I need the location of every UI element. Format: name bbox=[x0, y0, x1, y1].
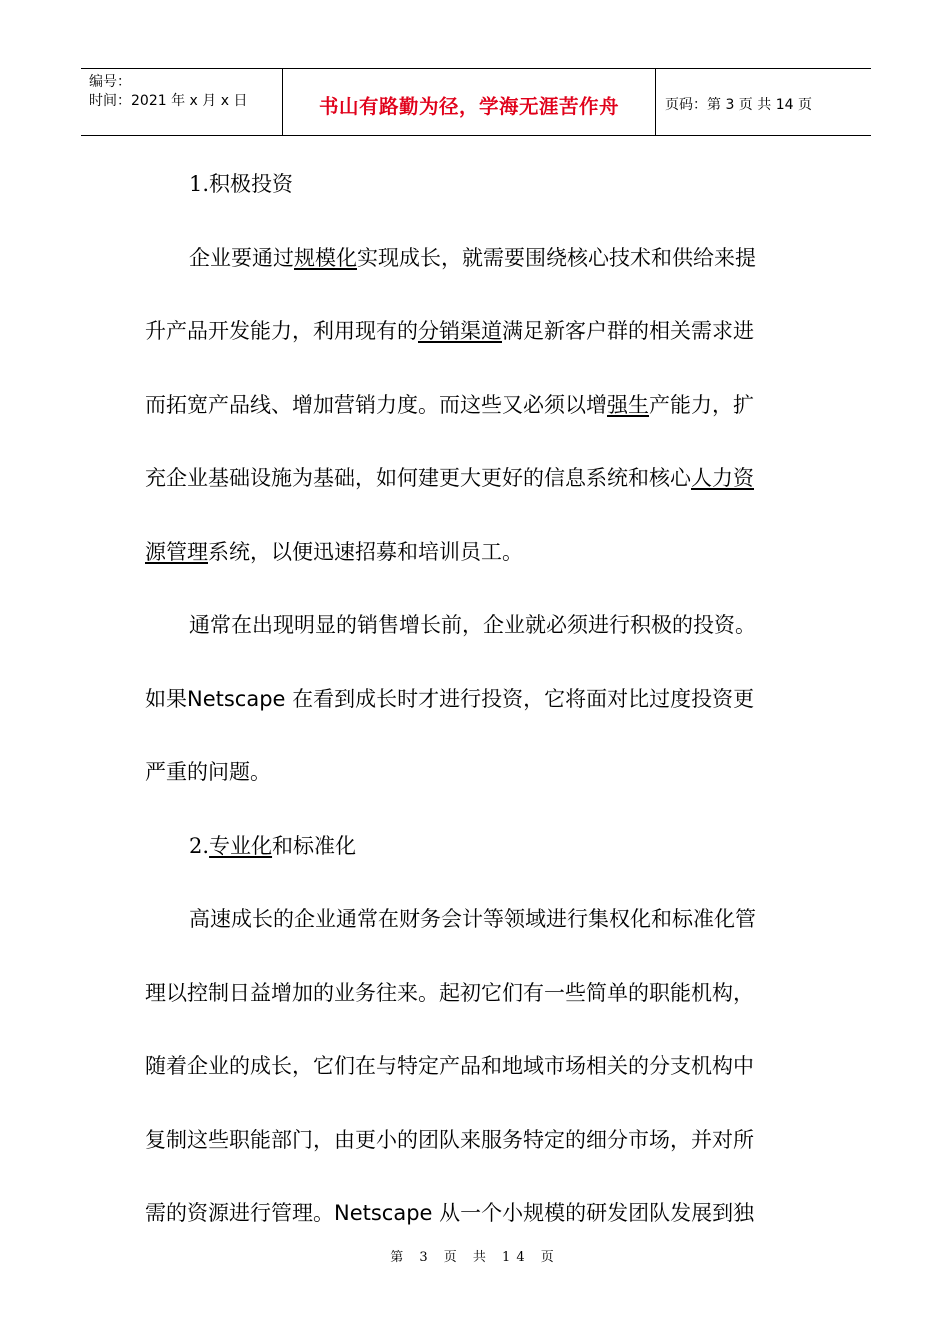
section-heading: 2.专业化和标准化 bbox=[189, 833, 357, 858]
document-body bbox=[145, 160, 795, 1263]
paragraph-line: 理以控制日益增加的业务往来。起初它们有一些简单的职能机构， bbox=[145, 980, 754, 1005]
paragraph-line: 源管理系统，以便迅速招募和培训员工。 bbox=[145, 539, 523, 564]
header-divider bbox=[655, 69, 656, 135]
paragraph-line: 随着企业的成长，它们在与特定产品和地域市场相关的分支机构中 bbox=[145, 1054, 754, 1078]
paragraph-line: 而拓宽产品线、增加营销力度。而这些又必须以增强生产能力，扩 bbox=[145, 392, 754, 417]
paragraph-line: 通常在出现明显的销售增长前，企业就必须进行积极的投资。 bbox=[189, 613, 756, 637]
header-motto: 书山有路勤为径，学海无涯苦作舟 bbox=[318, 95, 619, 118]
hyperlink[interactable]: 规模化 bbox=[294, 245, 357, 270]
paragraph-line: 升产品开发能力，利用现有的分销渠道满足新客户群的相关需求进 bbox=[145, 319, 754, 343]
paragraph-line: 需的资源进行管理。Netscape 从一个小规模的研发团队发展到独 bbox=[145, 1201, 755, 1225]
hyperlink[interactable]: 人力资 bbox=[691, 466, 754, 490]
header-page-number: 页码：第 3 页 共 14 页 bbox=[665, 97, 812, 113]
paragraph-line: 复制这些职能部门，由更小的团队来服务特定的细分市场，并对所 bbox=[145, 1127, 754, 1152]
header-meta bbox=[89, 73, 247, 111]
page-footer bbox=[0, 1246, 950, 1265]
footer-page-number: 第 3 页 共 14 页 bbox=[390, 1250, 560, 1265]
hyperlink[interactable]: 分销渠道 bbox=[418, 319, 502, 343]
paragraph-line: 企业要通过规模化实现成长，就需要围绕核心技术和供给来提 bbox=[189, 245, 756, 270]
paragraph-line: 充企业基础设施为基础，如何建更大更好的信息系统和核心人力资 bbox=[145, 466, 754, 490]
paragraph-line: 高速成长的企业通常在财务会计等领域进行集权化和标准化管 bbox=[189, 907, 756, 931]
hyperlink[interactable]: 强生 bbox=[607, 392, 649, 417]
paragraph-line: 如果Netscape 在看到成长时才进行投资，它将面对比过度投资更 bbox=[145, 686, 755, 711]
section-heading: 1.积极投资 bbox=[189, 172, 294, 196]
hyperlink[interactable]: 专业化 bbox=[209, 833, 273, 858]
paragraph-line: 严重的问题。 bbox=[145, 760, 271, 784]
number-label: 编号： bbox=[89, 74, 131, 90]
page-header bbox=[81, 68, 871, 136]
hyperlink[interactable]: 源管理 bbox=[145, 539, 208, 564]
time-label: 时间：2021 年 x 月 x 日 bbox=[89, 93, 248, 109]
